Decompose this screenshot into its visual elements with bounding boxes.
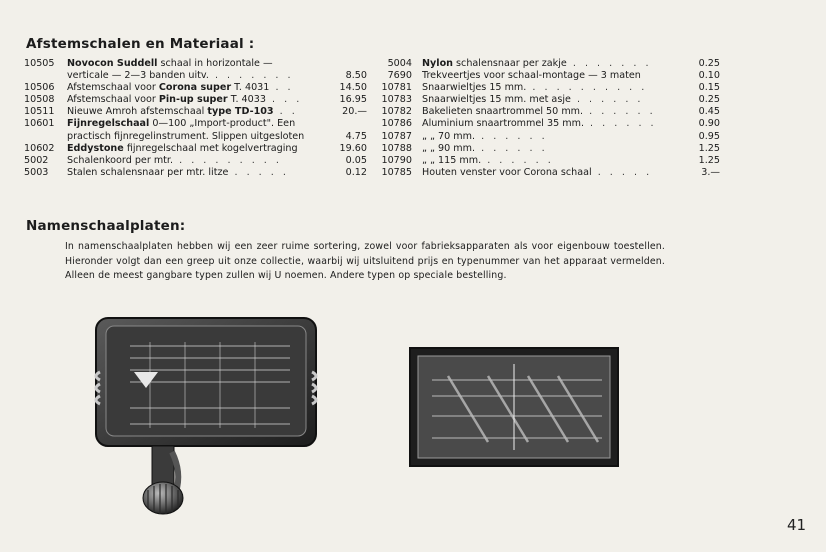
catalog-row (24, 106, 367, 118)
item-description-cell (67, 143, 323, 155)
leader-dots: . . . . . . . . . . (526, 82, 648, 94)
leader-dots: . . . . . . . . . (173, 154, 282, 166)
item-description-cell (67, 167, 323, 179)
section-title-afstemschalen: Afstemschalen en Materiaal : (26, 36, 255, 52)
leader-dots: . . . . . (591, 166, 653, 178)
item-description: Nieuwe Amroh afstemschaal (67, 106, 208, 118)
item-description-cell (422, 70, 684, 82)
intro-paragraph: In namenschaalplaten hebben wij een zeer ruime sortering, zowel voor fabrieksapparaten als voor eigenbouw toestellen. Hieronder volgt dan een greep uit onze collectie, waarbij wij uitsluitend prijs en typenummer van het apparaat vermelden. Alleen de meest gangbare typen zullen wij U noemen. Andere typen op speciale bestelling. (65, 241, 665, 281)
item-type-bold: Corona super (158, 82, 232, 94)
catalog-row (24, 82, 367, 94)
catalog-table-right (368, 58, 720, 179)
item-type-number: T. 4031 (231, 82, 270, 94)
item-price-cell: 1.25 (698, 142, 720, 154)
item-description-cell (67, 58, 323, 70)
item-price-cell (323, 58, 367, 70)
item-price-cell: 4.75 (345, 130, 367, 142)
item-description: „ „ 90 mm. (422, 142, 476, 154)
item-price-cell: 8.50 (345, 70, 367, 82)
item-description-cell (67, 131, 323, 143)
item-price-cell (323, 118, 367, 130)
item-code-cell: 10511 (24, 106, 55, 118)
item-description: Stalen schalensnaar per mtr. litze (67, 166, 229, 178)
item-type-bold: Pin-up super (158, 94, 228, 106)
catalog-row (24, 143, 367, 155)
item-description-cell (67, 106, 323, 118)
item-code-cell: 10602 (24, 142, 55, 154)
item-name-bold: Novocon Suddell (67, 58, 158, 69)
catalog-row (368, 131, 720, 143)
item-code-cell (24, 70, 67, 82)
item-price-cell: 19.60 (339, 142, 367, 154)
catalog-row (368, 70, 720, 82)
catalog-row (368, 167, 720, 179)
item-description: Snaarwieltjes 15 mm. met asje (422, 94, 571, 106)
catalog-row (368, 155, 720, 167)
item-description-cell (422, 167, 684, 179)
item-price-cell: 20.— (342, 106, 367, 118)
item-type-bold: type TD-103 (207, 106, 274, 118)
item-code-cell: 7690 (387, 70, 412, 82)
catalog-table-left (24, 58, 367, 179)
item-description: „ „ 70 mm. (422, 130, 476, 142)
catalog-row (24, 58, 367, 70)
item-price-cell: 0.15 (698, 82, 720, 94)
item-description: Schalenkoord per mtr. (67, 154, 174, 166)
leader-dots: . . . . . . (475, 130, 548, 142)
item-price-cell: 0.12 (345, 166, 367, 178)
page-number: 41 (787, 516, 807, 534)
item-description-cell (422, 58, 684, 70)
item-description-cell (422, 131, 684, 143)
item-name-bold: Eddystone (67, 142, 124, 154)
item-description-cell (67, 82, 323, 94)
item-description: „ „ 115 mm. (422, 154, 482, 166)
dial-scale-illustration-corona (90, 312, 350, 522)
item-description: schalensnaar per zakje (453, 58, 567, 69)
catalog-row (24, 70, 367, 82)
section-title-namenschaalplaten: Namenschaalplaten: (26, 218, 186, 234)
item-description-cell (422, 118, 684, 130)
item-price-cell: 0.25 (698, 58, 720, 69)
item-code-cell: 5003 (24, 166, 49, 178)
catalog-row (368, 118, 720, 130)
item-code-cell (24, 131, 67, 143)
item-description: Afstemschaal voor (67, 94, 159, 106)
catalog-row (24, 118, 367, 130)
item-description: practisch fijnregelinstrument. Slippen uitgesloten (67, 130, 305, 142)
item-description-cell (67, 70, 323, 82)
item-description-cell (422, 82, 684, 94)
item-code-cell: 10508 (24, 94, 55, 106)
item-code-cell: 5004 (387, 58, 412, 69)
catalog-row (24, 94, 367, 106)
leader-dots: . . . . . . . (208, 70, 294, 82)
item-description: schaal in horizontale — (157, 58, 273, 69)
leader-dots: . . . . . . . (566, 58, 652, 69)
item-type-number: T. 4033 (227, 94, 266, 106)
leader-dots: . . . . . . (570, 94, 644, 106)
item-description: Aluminium snaartrommel 35 mm. (422, 118, 584, 130)
item-code-cell: 10783 (381, 94, 412, 106)
leader-dots: . . . (265, 94, 303, 106)
catalog-row (24, 167, 367, 179)
item-description: Bakelieten snaartrommel 50 mm. (422, 106, 584, 118)
leader-dots: . . . . . . (584, 118, 657, 130)
item-code-cell: 10786 (381, 118, 412, 130)
item-code-cell: 10785 (381, 166, 412, 178)
item-price-cell: 0.10 (698, 70, 720, 82)
item-description-cell (422, 143, 684, 155)
item-price-cell: 0.95 (698, 130, 720, 142)
item-code-cell: 5002 (24, 154, 49, 166)
item-description: Trekveertjes voor schaal-montage — 3 maten (422, 70, 641, 82)
item-description: fijnregelschaal met kogelvertraging (123, 142, 298, 154)
item-code-cell: 10787 (381, 130, 412, 142)
item-price-cell: 16.95 (339, 94, 367, 106)
item-price-cell: 0.90 (698, 118, 720, 130)
leader-dots: . . (269, 82, 294, 94)
dial-scale-illustration-plate (408, 346, 620, 468)
item-price-cell: 3.— (701, 166, 720, 178)
item-description-cell (67, 155, 323, 167)
leader-dots: . . . . . . (475, 142, 548, 154)
item-code-cell: 10790 (381, 154, 412, 166)
item-name-bold: Fijnregelschaal (67, 118, 150, 130)
catalog-row (368, 58, 720, 70)
leader-dots: . . . . . (228, 166, 289, 178)
item-code-cell: 10782 (381, 106, 412, 118)
item-code-cell: 10505 (24, 58, 55, 69)
item-description-cell (67, 118, 323, 130)
catalog-row (368, 82, 720, 94)
catalog-row (368, 94, 720, 106)
item-code-cell: 10506 (24, 82, 55, 94)
item-description: 0—100 „Import-product". Een (149, 118, 296, 130)
item-description-cell (67, 94, 323, 106)
item-price-cell: 0.25 (698, 94, 720, 106)
leader-dots: . . . . . . (583, 106, 656, 118)
item-description: verticale — 2—3 banden uitv. (67, 70, 209, 82)
item-code-cell: 10601 (24, 118, 55, 130)
catalog-row (368, 106, 720, 118)
item-description-cell (422, 106, 684, 118)
item-price-cell: 0.45 (698, 106, 720, 118)
catalog-row (368, 143, 720, 155)
leader-dots: . . . . . . (481, 154, 554, 166)
catalog-row (24, 131, 367, 143)
item-description: Afstemschaal voor (67, 82, 159, 94)
item-code-cell: 10788 (381, 142, 412, 154)
catalog-row (24, 155, 367, 167)
leader-dots: . . (273, 106, 298, 118)
item-price-cell: 0.05 (345, 154, 367, 166)
item-description-cell (422, 94, 684, 106)
item-description-cell (422, 155, 684, 167)
item-description: Snaarwieltjes 15 mm. (422, 82, 527, 94)
item-price-cell: 1.25 (698, 154, 720, 166)
item-description: Houten venster voor Corona schaal (422, 166, 592, 178)
item-name-bold: Nylon (422, 58, 453, 69)
item-code-cell: 10781 (381, 82, 412, 94)
item-price-cell: 14.50 (339, 82, 367, 94)
